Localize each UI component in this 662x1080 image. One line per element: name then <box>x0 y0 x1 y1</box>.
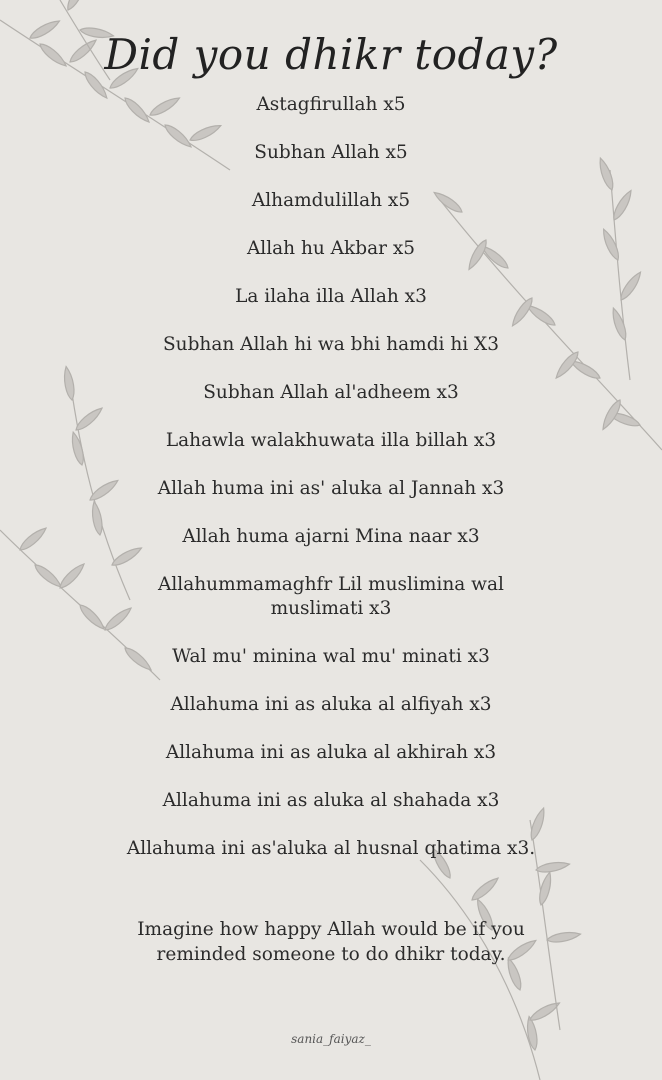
list-item: Allahuma ini as'aluka al husnal qhatima x3. <box>126 838 536 859</box>
author-handle: sania_faiyaz_ <box>291 1032 371 1046</box>
list-item: Subhan Allah hi wa bhi hamdi hi X3 <box>163 334 499 355</box>
list-item: Allah huma ini as' aluka al Jannah x3 <box>157 478 505 499</box>
closing-message <box>0 918 662 967</box>
list-item: Allahummamaghfr Lil muslimina wal muslimati x3 <box>158 574 504 619</box>
list-item: Subhan Allah al'adheem x3 <box>203 382 459 403</box>
list-item: Wal mu' minina wal mu' minati x3 <box>172 646 490 667</box>
list-item: Subhan Allah x5 <box>254 142 408 163</box>
list-item: Astagfirullah x5 <box>256 94 406 115</box>
closing-text: Imagine how happy Allah would be if you reminded someone to do dhikr today. <box>137 919 525 965</box>
list-item: Lahawla walakhuwata illa billah x3 <box>165 430 497 451</box>
list-item: Allah hu Akbar x5 <box>246 238 416 259</box>
list-item: La ilaha illa Allah x3 <box>235 286 427 307</box>
list-item: Allahuma ini as aluka al shahada x3 <box>162 790 500 811</box>
list-item: Allah huma ajarni Mina naar x3 <box>182 526 480 547</box>
page-title: Did you dhikr today? <box>104 30 558 79</box>
list-item: Allahuma ini as aluka al alfiyah x3 <box>170 694 492 715</box>
list-item: Alhamdulillah x5 <box>251 190 411 211</box>
list-item: Allahuma ini as aluka al akhirah x3 <box>165 742 497 763</box>
dhikr-list <box>0 92 662 908</box>
